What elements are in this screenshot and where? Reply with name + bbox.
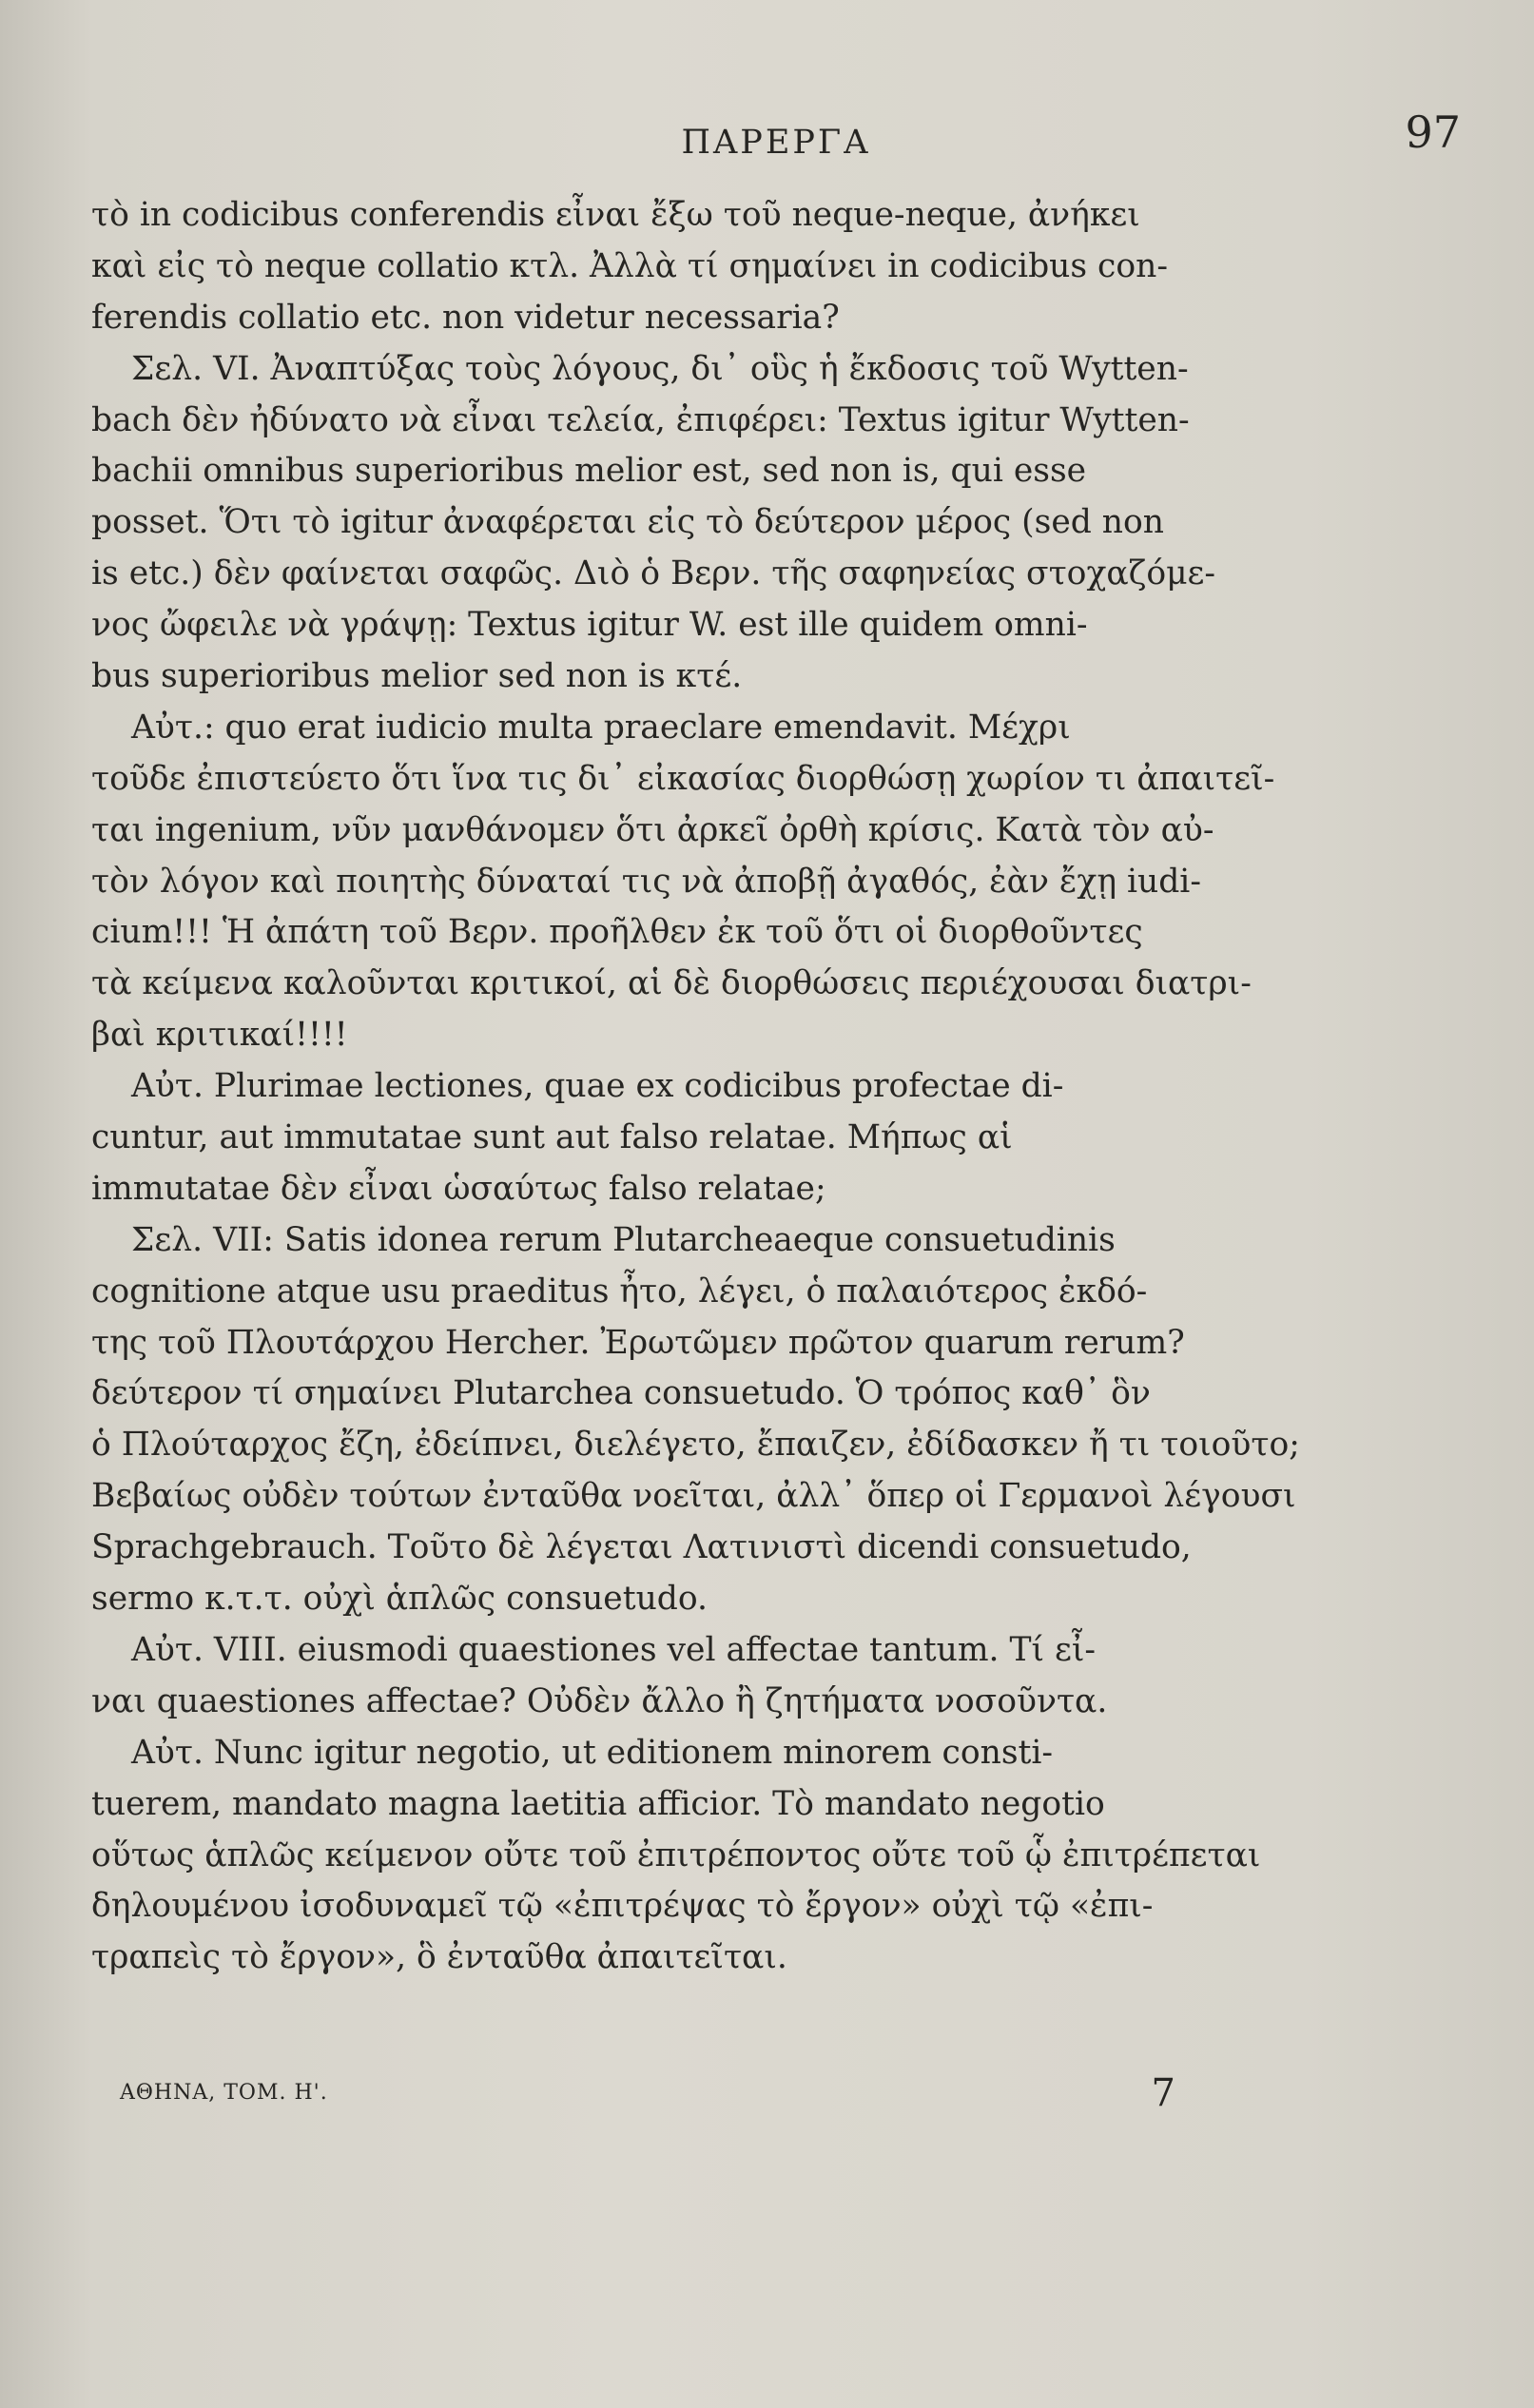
text-line: καὶ εἰς τὸ neque collatio κτλ. Ἀλλὰ τί σημαίνει in codicibus con-: [91, 246, 1169, 285]
text-line: is etc.) δὲν φαίνεται σαφῶς. Διὸ ὁ Βερν. τῆς σαφηνείας στοχαζόμε-: [91, 554, 1216, 593]
text-line: Βεβαίως οὐδὲν τούτων ἐνταῦθα νοεῖται, ἀλλ᾽ ὅπερ οἱ Γερμανοὶ λέγουσι: [91, 1477, 1296, 1516]
text-line: οὕτως ἁπλῶς κείμενον οὔτε τοῦ ἐπιτρέποντος οὔτε τοῦ ᾧ ἐπιτρέπεται: [91, 1835, 1261, 1874]
text-line: immutatae δὲν εἶναι ὡσαύτως falso relatae;: [91, 1169, 826, 1208]
text-line: τὰ κείμενα καλοῦνται κριτικοί, αἱ δὲ διορθώσεις περιέχουσαι διατρι-: [91, 964, 1252, 1003]
text-line: tuerem, mandato magna laetitia afficior. Τὸ mandato negotio: [91, 1784, 1105, 1823]
text-line: της τοῦ Πλουτάρχου Hercher. Ἐρωτῶμεν πρῶτον quarum rerum?: [91, 1323, 1185, 1362]
text-line: ναι quaestiones affectae? Οὐδὲν ἄλλο ἢ ζητήματα νοσοῦντα.: [91, 1681, 1108, 1720]
text-line: cuntur, aut immutatae sunt aut falso relatae. Μήπως αἱ: [91, 1118, 1013, 1157]
text-line: τὸν λόγον καὶ ποιητὴς δύναταί τις νὰ ἀποβῇ ἀγαθός, ἐὰν ἔχῃ iudi-: [91, 862, 1202, 901]
text-line: δηλουμένου ἰσοδυναμεῖ τῷ «ἐπιτρέψας τὸ ἔργον» οὐχὶ τῷ «ἐπι-: [91, 1887, 1154, 1926]
text-line: ferendis collatio etc. non videtur necessaria?: [91, 298, 840, 337]
text-line: Αὐτ. VIII. eiusmodi quaestiones vel affectae tantum. Τί εἶ-: [131, 1630, 1097, 1669]
text-line: βαὶ κριτικαί!!!!: [91, 1016, 348, 1055]
signature-mark: ΑΘΗΝΑ, ΤΟΜ. Η'.: [120, 2081, 328, 2105]
text-line: Αὐτ. Nunc igitur negotio, ut editionem minorem consti-: [131, 1733, 1054, 1772]
text-line: Αὐτ.: quo erat iudicio multa praeclare emendavit. Μέχρι: [131, 708, 1071, 747]
text-line: bus superioribus melior sed non is κτέ.: [91, 657, 743, 696]
text-line: bachii omnibus superioribus melior est, sed non is, qui esse: [91, 452, 1087, 491]
text-line: Sprachgebrauch. Τοῦτο δὲ λέγεται Λατινιστὶ dicendi consuetudo,: [91, 1528, 1192, 1567]
page-footer: [120, 2071, 1175, 2128]
gathering-number: 7: [1151, 2071, 1175, 2115]
running-head: [91, 107, 1461, 173]
running-title: ΠΑΡΕΡΓΑ: [681, 124, 871, 162]
text-line: cium!!! Ἡ ἀπάτη τοῦ Βερν. προῆλθεν ἐκ τοῦ ὅτι οἱ διορθοῦντες: [91, 913, 1143, 952]
text-line: τραπεὶς τὸ ἔργον», ὃ ἐνταῦθα ἀπαιτεῖται.: [91, 1938, 787, 1977]
page-number: 97: [1405, 107, 1461, 158]
text-line: τὸ in codicibus conferendis εἶναι ἔξω τοῦ neque-neque, ἀνήκει: [91, 196, 1140, 234]
text-line: sermo κ.τ.τ. οὐχὶ ἁπλῶς consuetudo.: [91, 1580, 709, 1619]
text-line: Σελ. VI. Ἀναπτύξας τοὺς λόγους, δι᾽ οὓς ἡ ἔκδοσις τοῦ Wytten-: [131, 349, 1189, 388]
text-line: ὁ Πλούταρχος ἔζη, ἐδείπνει, διελέγετο, ἔπαιζεν, ἐδίδασκεν ἤ τι τοιοῦτο;: [91, 1426, 1300, 1465]
body-text: [91, 190, 1300, 1984]
text-line: ται ingenium, νῦν μανθάνομεν ὅτι ἀρκεῖ ὀρθὴ κρίσις. Κατὰ τὸν αὐ-: [91, 810, 1214, 849]
text-line: bach δὲν ἠδύνατο νὰ εἶναι τελεία, ἐπιφέρει: Textus igitur Wytten-: [91, 400, 1190, 439]
text-line: νος ὤφειλε νὰ γράψῃ: Textus igitur W. est ille quidem omni-: [91, 606, 1088, 645]
text-line: posset. Ὅτι τὸ igitur ἀναφέρεται εἰς τὸ δεύτερον μέρος (sed non: [91, 503, 1165, 542]
text-line: τοῦδε ἐπιστεύετο ὅτι ἵνα τις δι᾽ εἰκασίας διορθώσῃ χωρίον τι ἀπαιτεῖ-: [91, 759, 1275, 798]
text-line: Σελ. VII: Satis idonea rerum Plutarcheaeque consuetudinis: [131, 1220, 1116, 1259]
text-line: cognitione atque usu praeditus ἦτο, λέγει, ὁ παλαιότερος ἐκδό-: [91, 1272, 1148, 1311]
text-line: δεύτερον τί σημαίνει Plutarchea consuetudo. Ὁ τρόπος καθ᾽ ὃν: [91, 1374, 1151, 1413]
text-line: Αὐτ. Plurimae lectiones, quae ex codicibus profectae di-: [131, 1067, 1064, 1106]
